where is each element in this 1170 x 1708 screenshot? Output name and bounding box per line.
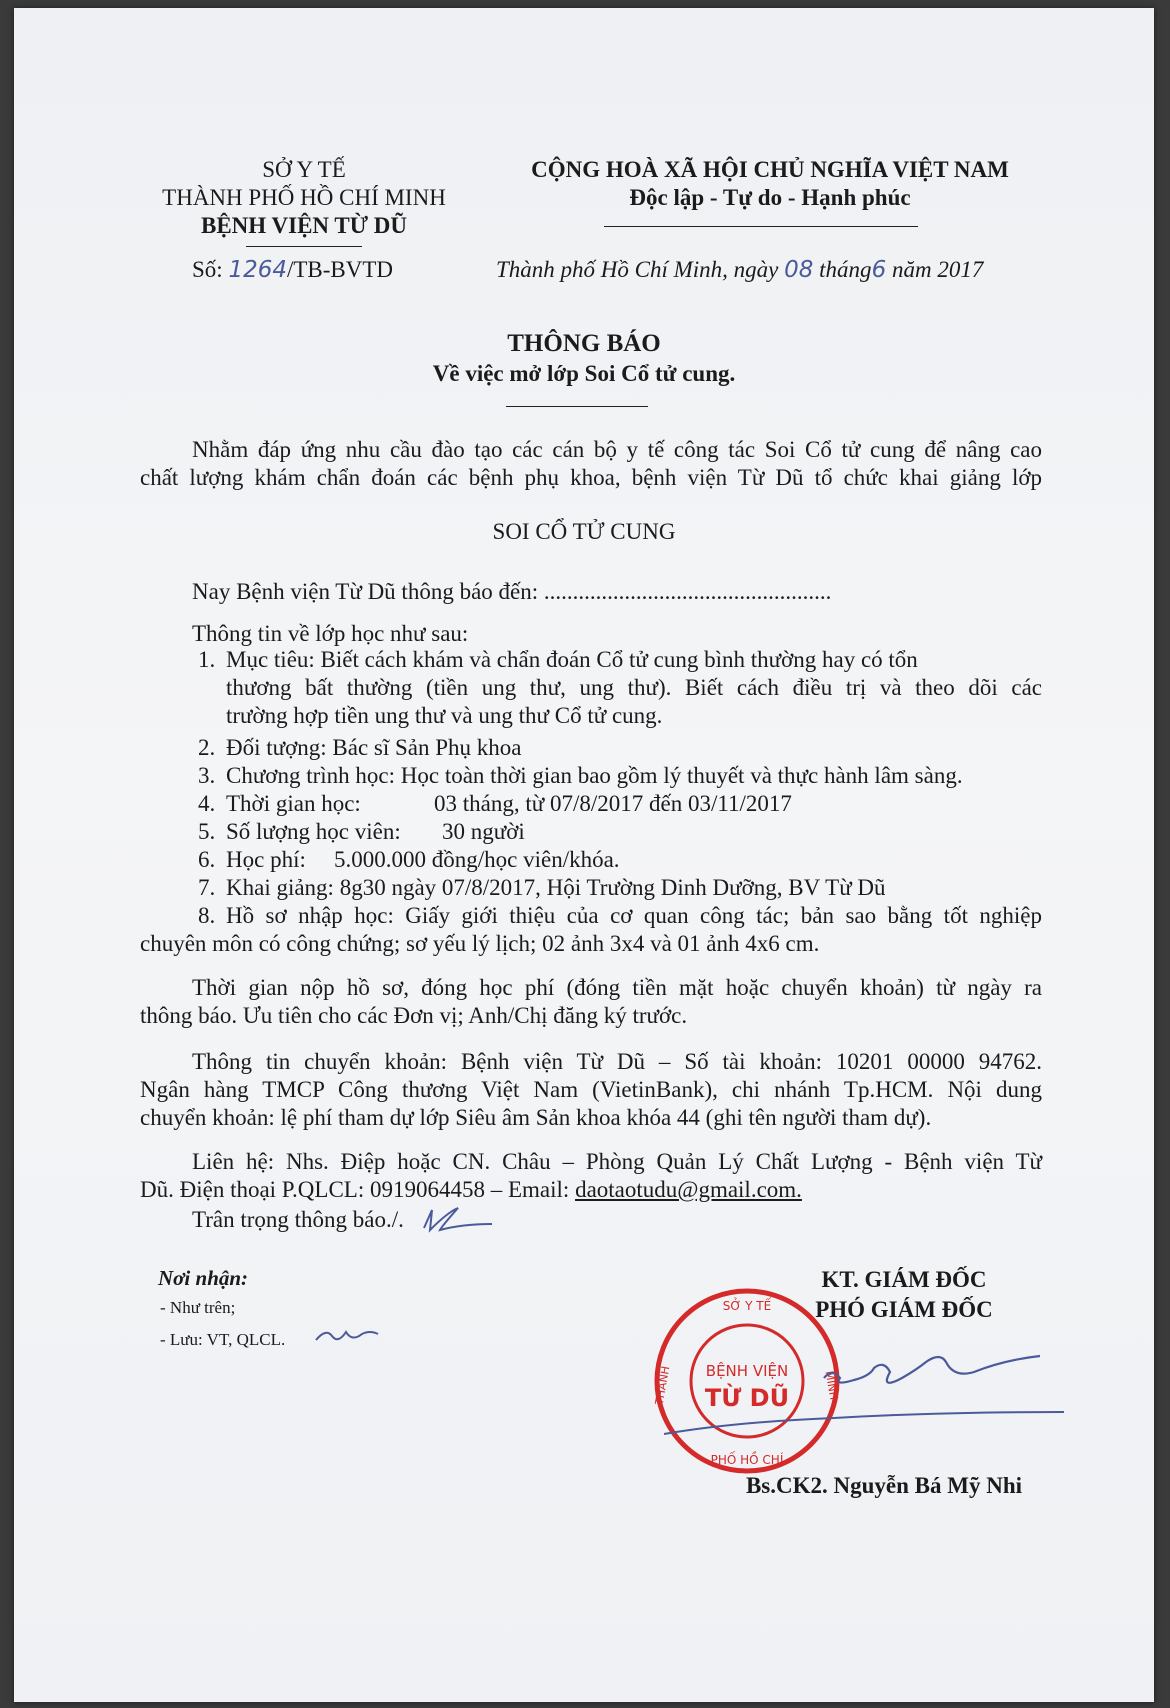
number-prefix: Số: (192, 257, 223, 282)
seal-ring-top: SỞ Y TẾ (722, 1299, 772, 1313)
list-item-8-line-2: chuyên môn có công chứng; sơ yếu lý lịch; 02 ảnh 3x4 và 01 ảnh 4x6 cm. (140, 931, 820, 956)
list-item-2: 2. Đối tượng: Bác sĩ Sản Phụ khoa (198, 735, 522, 760)
date-day: 08 (784, 257, 814, 283)
document-page (14, 8, 1154, 1702)
dept-name: SỞ Y TẾ (262, 157, 346, 182)
number-handwritten: 1264 (228, 257, 287, 283)
course-name: SOI CỔ TỬ CUNG (492, 519, 676, 544)
date-year: năm 2017 (891, 257, 984, 282)
seal-ring-right: MINH (822, 1369, 841, 1401)
list-item-8: 8. Hồ sơ nhập học: Giấy giới thiệu của cơ quan công tác; bản sao bằng tốt nghiệp (198, 903, 1042, 928)
initials-mark (418, 1202, 498, 1236)
intro-line-2: chất lượng khám chẩn đoán các bệnh phụ khoa, bệnh viện Từ Dũ tổ chức khai giảng lớp (140, 465, 1042, 490)
signer-role-2: PHÓ GIÁM ĐỐC (815, 1297, 993, 1322)
seal-ring-left: THÀNH (652, 1365, 673, 1406)
list-item-5: 5. Số lượng học viên: 30 người (198, 819, 525, 844)
seal-text-2: TỪ DŨ (704, 1384, 790, 1412)
recipients-title: Nơi nhận: (158, 1266, 249, 1290)
submission-line-1: Thời gian nộp hồ sơ, đóng học phí (đóng tiền mặt hoặc chuyển khoản) từ ngày ra (192, 975, 1042, 1000)
country-name: CỘNG HOÀ XÃ HỘI CHỦ NGHĨA VIỆT NAM (531, 157, 1009, 182)
recipient-item-1: - Như trên; (160, 1298, 236, 1317)
list-item-1-line-3: trường hợp tiền ung thư và ung thư Cổ tử cung. (226, 703, 663, 728)
recipient-item-2: - Lưu: VT, QLCL. (160, 1330, 286, 1349)
notify-line: Nay Bệnh viện Từ Dũ thông báo đến: .................................................. (192, 579, 832, 604)
number-suffix: /TB-BVTD (286, 257, 394, 282)
transfer-line-3: chuyển khoản: lệ phí tham dự lớp Siêu âm Sản khoa khóa 44 (ghi tên người tham dự). (140, 1105, 932, 1130)
signer-name: Bs.CK2. Nguyễn Bá Mỹ Nhi (745, 1473, 1023, 1498)
closing-line: Trân trọng thông báo./. (192, 1207, 404, 1232)
title-rule (506, 406, 648, 407)
submission-line-2: thông báo. Ưu tiên cho các Đơn vị; Anh/Chị đăng ký trước. (140, 1003, 688, 1028)
seal-text-1: BỆNH VIỆN (705, 1362, 789, 1380)
date-month: 6 (871, 257, 887, 283)
left-header-rule (246, 246, 362, 247)
date-prefix: Thành phố Hồ Chí Minh, ngày (496, 257, 779, 282)
hospital-name: BỆNH VIỆN TỪ DŨ (201, 213, 407, 238)
contact-email[interactable]: daotaotudu@gmail.com. (575, 1177, 802, 1202)
page-subtitle: Về việc mở lớp Soi Cổ tử cung. (432, 361, 736, 386)
handwritten-signature (654, 1338, 1074, 1468)
page-title: THÔNG BÁO (507, 330, 661, 357)
contact-line-2: Dũ. Điện thoại P.QLCL: 0919064458 – Email: daotaotudu@gmail.com. (140, 1177, 802, 1202)
right-header-rule (604, 226, 918, 227)
city-name: THÀNH PHỐ HỒ CHÍ MINH (162, 185, 446, 210)
contact-line-1: Liên hệ: Nhs. Điệp hoặc CN. Châu – Phòng Quản Lý Chất Lượng - Bệnh viện Từ (192, 1149, 1042, 1174)
list-item-6: 6. Học phí: 5.000.000 đồng/học viên/khóa. (198, 847, 620, 872)
document-number (192, 256, 393, 284)
archive-initials (312, 1322, 382, 1350)
list-item-7: 7. Khai giảng: 8g30 ngày 07/8/2017, Hội Trường Dinh Dưỡng, BV Từ Dũ (198, 875, 886, 900)
national-motto: Độc lập - Tự do - Hạnh phúc (629, 185, 911, 210)
list-item-4: 4. Thời gian học: 03 tháng, từ 07/8/2017 đến 03/11/2017 (198, 791, 792, 816)
list-item-1: 1. Mục tiêu: Biết cách khám và chẩn đoán Cổ tử cung bình thường hay có tổn (198, 647, 918, 672)
transfer-line-2: Ngân hàng TMCP Công thương Việt Nam (VietinBank), chi nhánh Tp.HCM. Nội dung (140, 1077, 1042, 1102)
list-item-3: 3. Chương trình học: Học toàn thời gian bao gồm lý thuyết và thực hành lâm sàng. (198, 763, 963, 788)
seal-ring-bottom: PHỐ HỒ CHÍ (710, 1453, 784, 1467)
signer-role-1: KT. GIÁM ĐỐC (821, 1267, 987, 1292)
transfer-line-1: Thông tin chuyển khoản: Bệnh viện Từ Dũ – Số tài khoản: 10201 00000 94762. (192, 1049, 1042, 1074)
date-month-label: tháng (819, 257, 872, 282)
list-item-1-line-2: thương bất thường (tiền ung thư, ung thư). Biết cách điều trị và theo dõi các (226, 675, 1042, 700)
document-date (496, 256, 983, 284)
intro-line-1: Nhằm đáp ứng nhu cầu đào tạo các cán bộ y tế công tác Soi Cổ tử cung để nâng cao (192, 437, 1042, 462)
info-header: Thông tin về lớp học như sau: (192, 621, 469, 646)
